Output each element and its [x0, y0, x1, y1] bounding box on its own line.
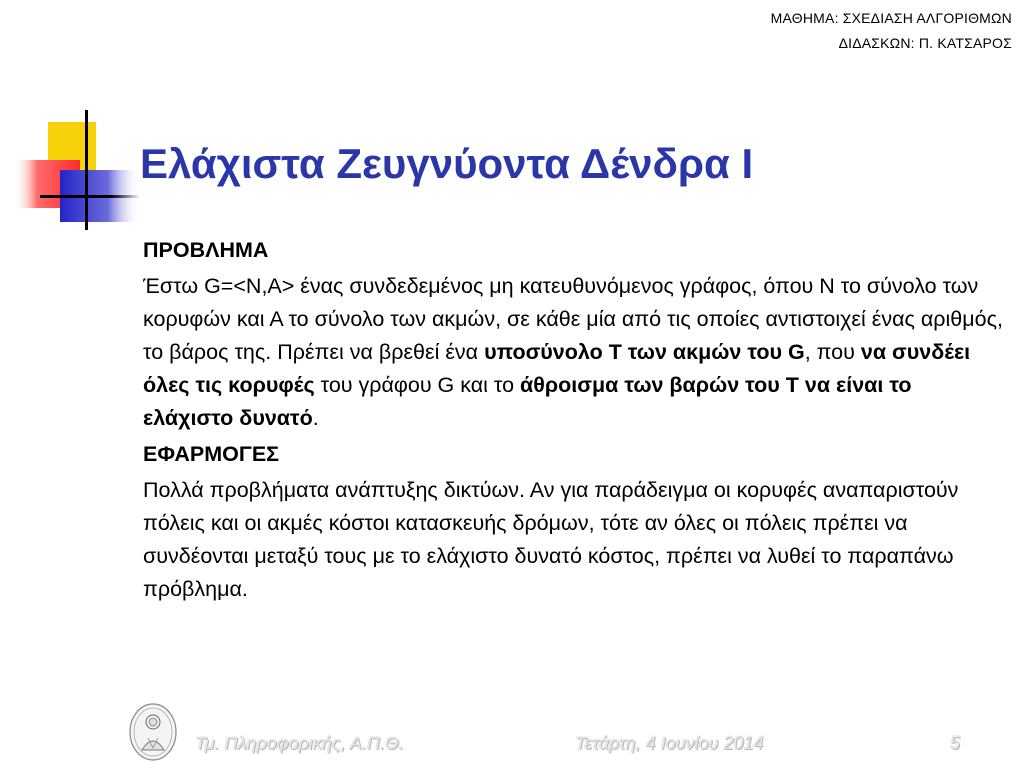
- slide-title: Ελάχιστα Ζευγνύοντα Δένδρα Ι: [140, 140, 754, 187]
- problem-bold-2: να συνδέει όλες τις κορυφές: [143, 340, 971, 397]
- problem-heading: ΠΡΟΒΛΗΜΑ: [143, 238, 269, 262]
- slide-header: [771, 6, 1012, 56]
- footer-department: Τμ. Πληροφορικής, Α.Π.Θ.: [195, 733, 404, 753]
- problem-bold-3: άθροισμα των βαρών του Τ να είναι το ελάχιστο δυνατό: [143, 373, 912, 430]
- slide-content: [143, 234, 1003, 609]
- instructor-label: ΔΙΔΑΣΚΩΝ: Π. ΚΑΤΣΑΡΟΣ: [838, 35, 1012, 51]
- footer-page-number: 5: [950, 733, 961, 753]
- problem-text-2: , που: [804, 340, 861, 364]
- course-label: ΜΑΘΗΜΑ: ΣΧΕΔΙΑΣΗ ΑΛΓΟΡΙΘΜΩΝ: [770, 10, 1012, 26]
- applications-paragraph: Πολλά προβλήματα ανάπτυξης δικτύων. Αν για παράδειγμα οι κορυφές αναπαριστούν πόλεις και οι ακμές κόστοι κατασκευής δρόμων, τότε αν όλες οι πόλεις πρέπει να συνδέονται μεταξύ τους με το ελάχιστο δυνατό κόστος, πρέπει να λυθεί το παραπάνω πρόβλημα.: [143, 478, 959, 601]
- footer-date: Τετάρτη, 4 Ιουνίου 2014: [575, 733, 764, 753]
- deco-horizontal-line: [40, 195, 140, 198]
- applications-heading: ΕΦΑΡΜΟΓΕΣ: [143, 442, 280, 466]
- deco-vertical-line: [85, 110, 88, 230]
- problem-paragraph: [143, 270, 1003, 435]
- title-decoration: [0, 0, 140, 240]
- problem-bold-1: υποσύνολο Τ των ακμών του G: [484, 340, 805, 364]
- problem-text-1: Έστω G=<N,A> ένας συνδεδεμένος μη κατευθυνόμενος γράφος, όπου Ν το σύνολο των κορυφών και Α το σύνολο των ακμών, σε κάθε μία από τις οποίες αντιστοιχεί ένας αριθμός, το βάρος της. Πρέπει να βρεθεί ένα: [143, 274, 1003, 364]
- problem-text-3: του γράφου G και το: [314, 373, 521, 397]
- problem-text-4: .: [312, 406, 319, 430]
- university-seal-logo: [128, 702, 178, 762]
